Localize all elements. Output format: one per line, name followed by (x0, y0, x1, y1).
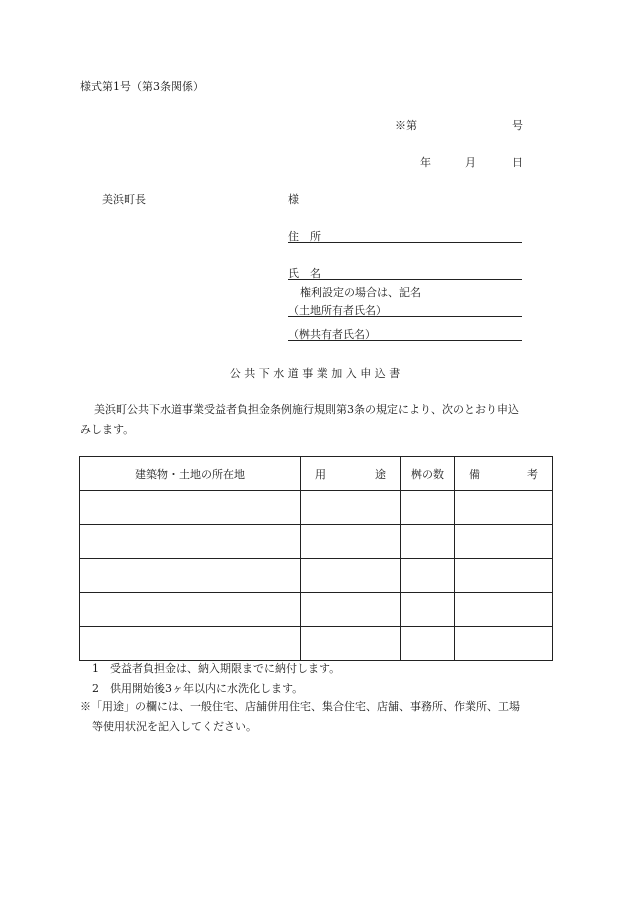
cell-count[interactable] (401, 559, 455, 593)
landowner-line[interactable] (288, 316, 522, 317)
date-day-label: 日 (512, 156, 523, 169)
reference-number-prefix: ※第 (395, 119, 417, 132)
cell-count[interactable] (401, 491, 455, 525)
table-header-row (80, 457, 553, 491)
table-row (80, 593, 553, 627)
cell-use[interactable] (301, 627, 401, 661)
rights-note: 権利設定の場合は、記名 (300, 286, 421, 299)
header-use: 用 途 (301, 457, 401, 491)
application-table (79, 456, 553, 661)
cell-remarks[interactable] (455, 559, 553, 593)
table-row (80, 627, 553, 661)
document-title: 公 共 下 水 道 事 業 加 入 申 込 書 (229, 367, 401, 380)
cell-count[interactable] (401, 525, 455, 559)
landowner-label: （土地所有者氏名） (288, 304, 387, 317)
cell-remarks[interactable] (455, 627, 553, 661)
note-2: 2 供用開始後3ヶ年以内に水洗化します。 (92, 682, 304, 695)
recipient-name: 美浜町長 (102, 193, 146, 206)
date-month-label: 月 (465, 156, 476, 169)
note-3-line2: 等使用状況を記入してください。 (92, 720, 257, 733)
table-row (80, 559, 553, 593)
cell-use[interactable] (301, 559, 401, 593)
cell-remarks[interactable] (455, 491, 553, 525)
cell-use[interactable] (301, 491, 401, 525)
cell-location[interactable] (80, 593, 301, 627)
co-owner-line[interactable] (288, 340, 522, 341)
header-remarks: 備 考 (455, 457, 553, 491)
header-location: 建築物・土地の所在地 (80, 457, 301, 491)
cell-remarks[interactable] (455, 593, 553, 627)
table-row (80, 525, 553, 559)
form-number: 様式第1号（第3条関係） (80, 80, 204, 93)
cell-use[interactable] (301, 593, 401, 627)
cell-location[interactable] (80, 559, 301, 593)
cell-count[interactable] (401, 593, 455, 627)
name-label: 氏 名 (288, 267, 321, 280)
co-owner-label: （桝共有者氏名） (288, 328, 376, 341)
date-year-label: 年 (420, 156, 431, 169)
recipient-honorific: 様 (288, 193, 299, 206)
header-count: 桝の数 (401, 457, 455, 491)
cell-remarks[interactable] (455, 525, 553, 559)
cell-location[interactable] (80, 627, 301, 661)
body-text-line1: 美浜町公共下水道事業受益者負担金条例施行規則第3条の規定により、次のとおり申込 (94, 403, 519, 416)
cell-location[interactable] (80, 491, 301, 525)
note-1: 1 受益者負担金は、納入期限までに納付します。 (92, 662, 341, 675)
cell-use[interactable] (301, 525, 401, 559)
table-row (80, 491, 553, 525)
cell-location[interactable] (80, 525, 301, 559)
address-label: 住 所 (288, 230, 321, 243)
address-line[interactable] (288, 242, 522, 243)
note-3-line1: ※「用途」の欄には、一般住宅、店舗併用住宅、集合住宅、店舗、事務所、作業所、工場 (80, 700, 520, 713)
name-line[interactable] (288, 279, 522, 280)
body-text-line2: みします。 (80, 423, 135, 436)
reference-number-suffix: 号 (512, 119, 523, 132)
cell-count[interactable] (401, 627, 455, 661)
